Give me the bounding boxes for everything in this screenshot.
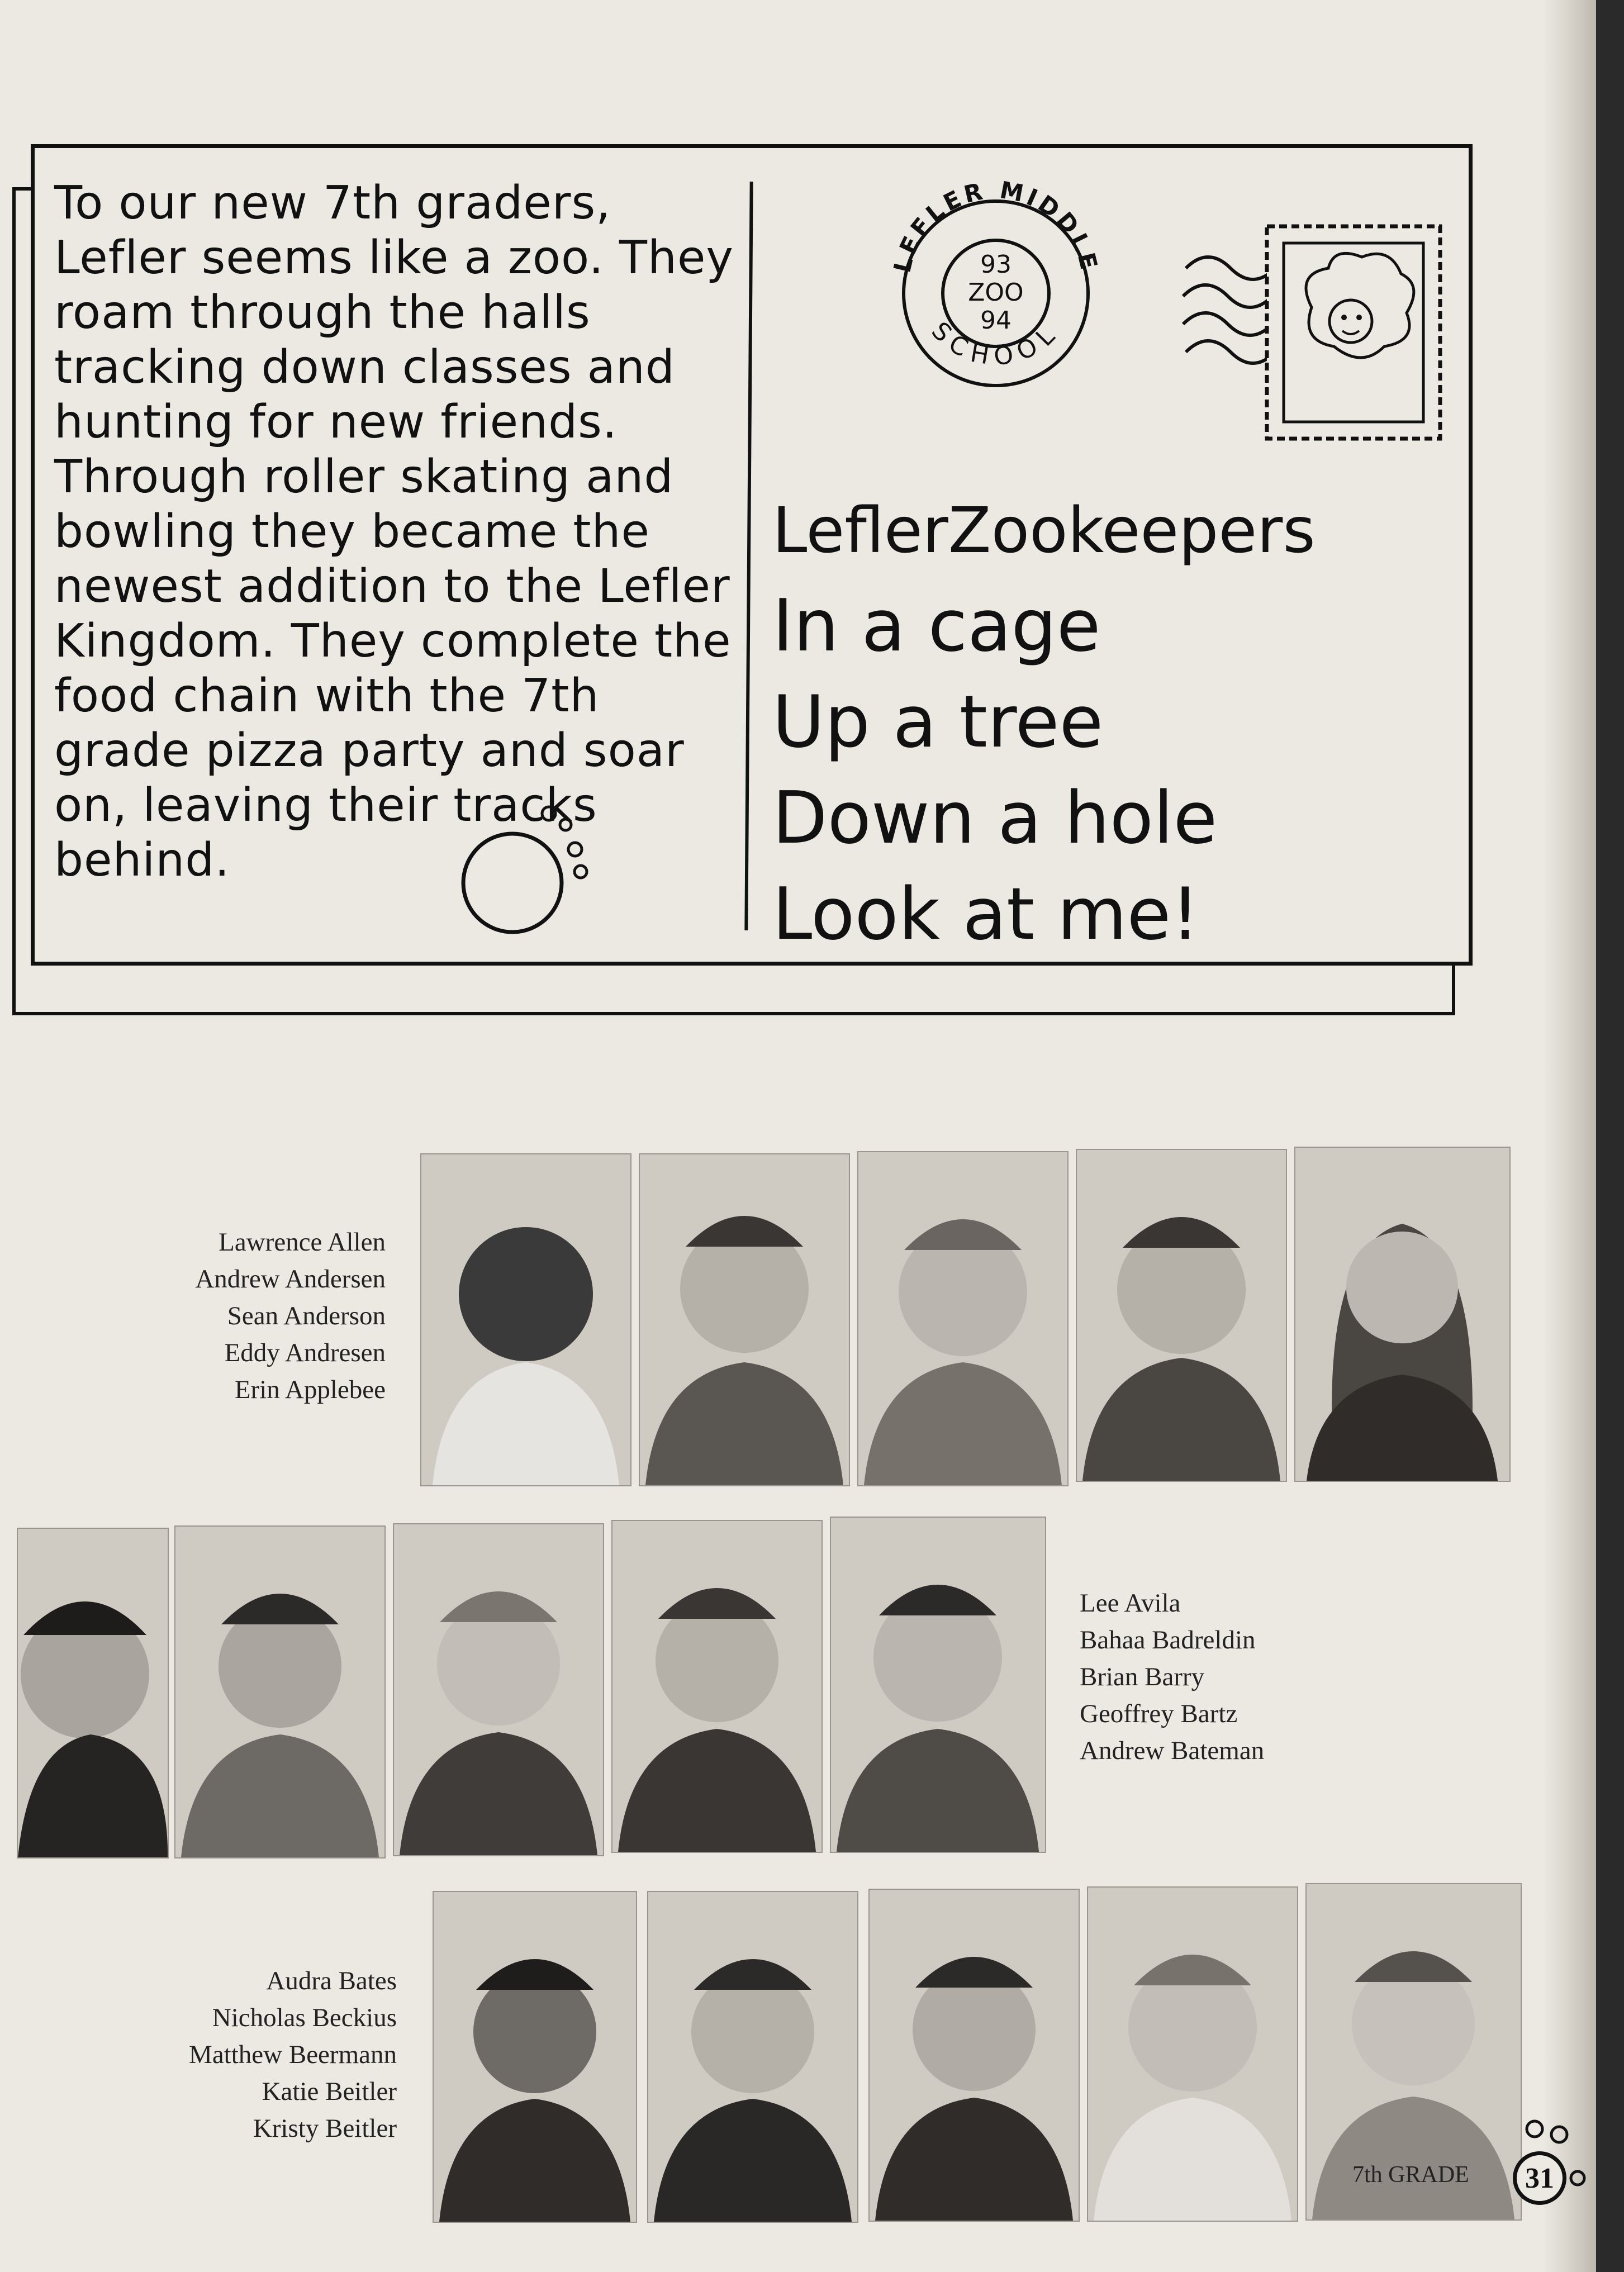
student-name: Andrew Andersen <box>195 1265 386 1294</box>
postmark-center-line: ZOO <box>968 278 1024 307</box>
student-photo <box>1294 1147 1511 1482</box>
student-photo <box>647 1891 858 2223</box>
student-name: Lawrence Allen <box>219 1228 386 1257</box>
address-line: Down a hole <box>772 777 1218 860</box>
message-line: To our new 7th graders, <box>54 177 611 230</box>
student-photo <box>433 1891 637 2223</box>
student-photo <box>17 1528 169 1859</box>
student-name: Katie Beitler <box>262 2077 397 2106</box>
row-2-names <box>1080 1585 1370 1769</box>
student-name: Sean Anderson <box>227 1301 386 1330</box>
student-name: Geoffrey Bartz <box>1080 1699 1238 1728</box>
student-name: Nicholas Beckius <box>212 2003 397 2032</box>
student-photo <box>639 1153 850 1486</box>
student-photo <box>1087 1886 1298 2222</box>
student-name: Andrew Bateman <box>1080 1736 1265 1765</box>
student-photo <box>420 1153 631 1486</box>
message-line: Lefler seems like a zoo. They <box>54 231 734 284</box>
postmark-center-line: 94 <box>980 306 1012 335</box>
student-name: Eddy Andresen <box>224 1338 386 1367</box>
message-line: behind. <box>54 834 230 887</box>
student-name: Bahaa Badreldin <box>1080 1625 1256 1655</box>
student-name: Brian Barry <box>1080 1662 1205 1691</box>
message-line: hunting for new friends. <box>54 396 618 449</box>
address-line: LeflerZookeepers <box>772 495 1316 567</box>
student-photo <box>1076 1149 1287 1482</box>
message-line: tracking down classes and <box>54 341 675 394</box>
section-label: 7th GRADE <box>1352 2162 1469 2188</box>
stamp-icon <box>1267 226 1440 439</box>
message-line: food chain with the 7th <box>54 669 600 723</box>
address-line: Up a tree <box>772 681 1104 764</box>
stamp-area <box>887 179 1446 444</box>
student-name: Erin Applebee <box>234 1375 386 1404</box>
student-photo <box>830 1517 1046 1853</box>
student-photo <box>174 1525 386 1859</box>
postmark-center-line: 93 <box>980 250 1012 279</box>
message-line: Through roller skating and <box>54 450 674 503</box>
message-line: on, leaving their tracks <box>54 779 597 832</box>
row-3-names <box>112 1962 397 2147</box>
svg-text:SCHOOL: SCHOOL <box>925 316 1066 372</box>
student-name: Matthew Beermann <box>189 2040 397 2069</box>
student-photo <box>611 1520 823 1853</box>
book-spine <box>1542 0 1596 2272</box>
postcard-address <box>772 483 1460 963</box>
postmark-icon <box>887 179 1446 441</box>
message-line: roam through the halls <box>54 286 591 339</box>
student-name: Kristy Beitler <box>253 2114 397 2143</box>
student-name: Audra Bates <box>266 1966 397 1995</box>
message-line: newest addition to the Lefler <box>54 560 730 613</box>
message-line: grade pizza party and soar <box>54 724 685 777</box>
svg-text:LEFLER MIDDLE: LEFLER MIDDLE <box>888 179 1104 275</box>
message-line: bowling they became the <box>54 505 650 558</box>
row-1-names <box>101 1224 386 1408</box>
postcard <box>31 144 1473 966</box>
message-line: Kingdom. They complete the <box>54 615 732 668</box>
address-line: Look at me! <box>772 873 1200 956</box>
student-photo <box>393 1523 604 1856</box>
bubbles-doodle-icon <box>451 799 630 939</box>
student-photo <box>857 1151 1069 1486</box>
student-photo <box>868 1889 1080 2222</box>
postcard-message <box>54 176 753 888</box>
student-name: Lee Avila <box>1080 1589 1181 1618</box>
page-number: 31 <box>1513 2151 1566 2205</box>
address-line: In a cage <box>772 584 1101 668</box>
